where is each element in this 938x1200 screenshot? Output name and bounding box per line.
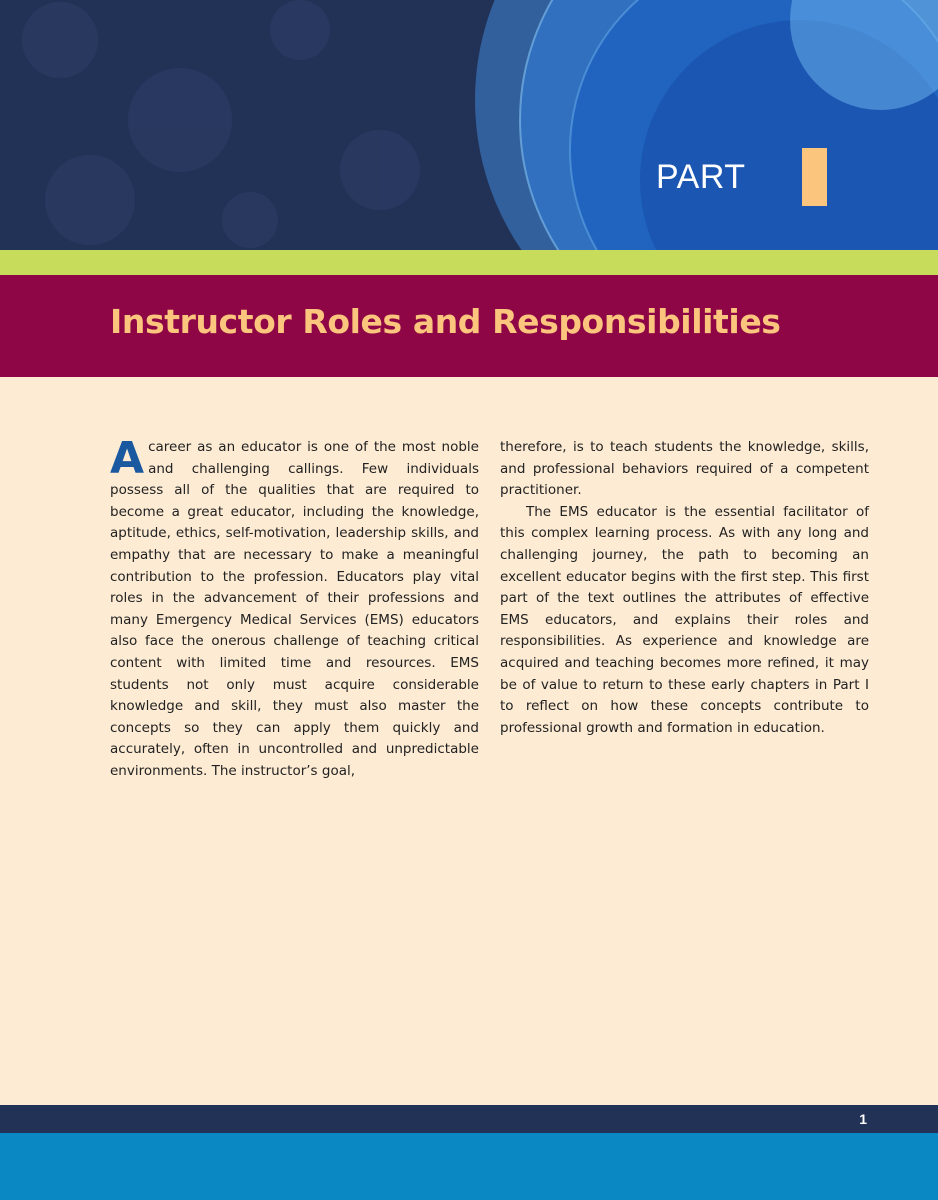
body-column-right — [500, 437, 869, 739]
footer-band — [0, 1105, 938, 1133]
second-paragraph: The EMS educator is the essential facilitator of this complex learning process. As with any long and challenging journey, the path to becoming an excellent educator begins with the first step. This first part of the text outlines the attributes of effective EMS educators, and explains their roles and responsibilities. As experience and knowledge are acquired and teaching becomes more refined, it may be of value to return to these early chapters in Part I to reflect on how these concepts contribute to professional growth and formation in education. — [500, 503, 869, 736]
accent-stripe — [0, 250, 938, 275]
part-label: PART — [656, 158, 746, 196]
part-header-banner — [0, 0, 938, 250]
intro-paragraph-text: career as an educator is one of the most noble and challenging callings. Few individuals possess all of the qualities that are required to become a great educator, including the knowledge, aptitude, ethics, self-motivation, leadership skills, and empathy that are necessary to make a meaningful contribution to the profession. Educators play vital roles in the advancement of their professions and many Emergency Medical Services (EMS) educators also face the onerous challenge of teaching critical content with limited time and resources. EMS students not only must acquire considerable knowledge and skill, they must also master the concepts so they can apply them quickly and accurately, often in uncontrolled and unpredictable environments. The instructor’s goal, — [110, 439, 479, 779]
part-title: Instructor Roles and Responsibilities — [110, 302, 781, 341]
body-column-left — [110, 433, 479, 783]
intro-paragraph — [110, 433, 479, 783]
footer-blue-band — [0, 1133, 938, 1200]
watercolor-circle-art — [0, 0, 938, 250]
drop-cap: A — [110, 433, 145, 484]
part-number-bar: I — [802, 148, 827, 206]
page-number: 1 — [859, 1111, 867, 1127]
intro-paragraph-continued: therefore, is to teach students the knowledge, skills, and professional behaviors required of a competent practitioner. — [500, 439, 869, 499]
